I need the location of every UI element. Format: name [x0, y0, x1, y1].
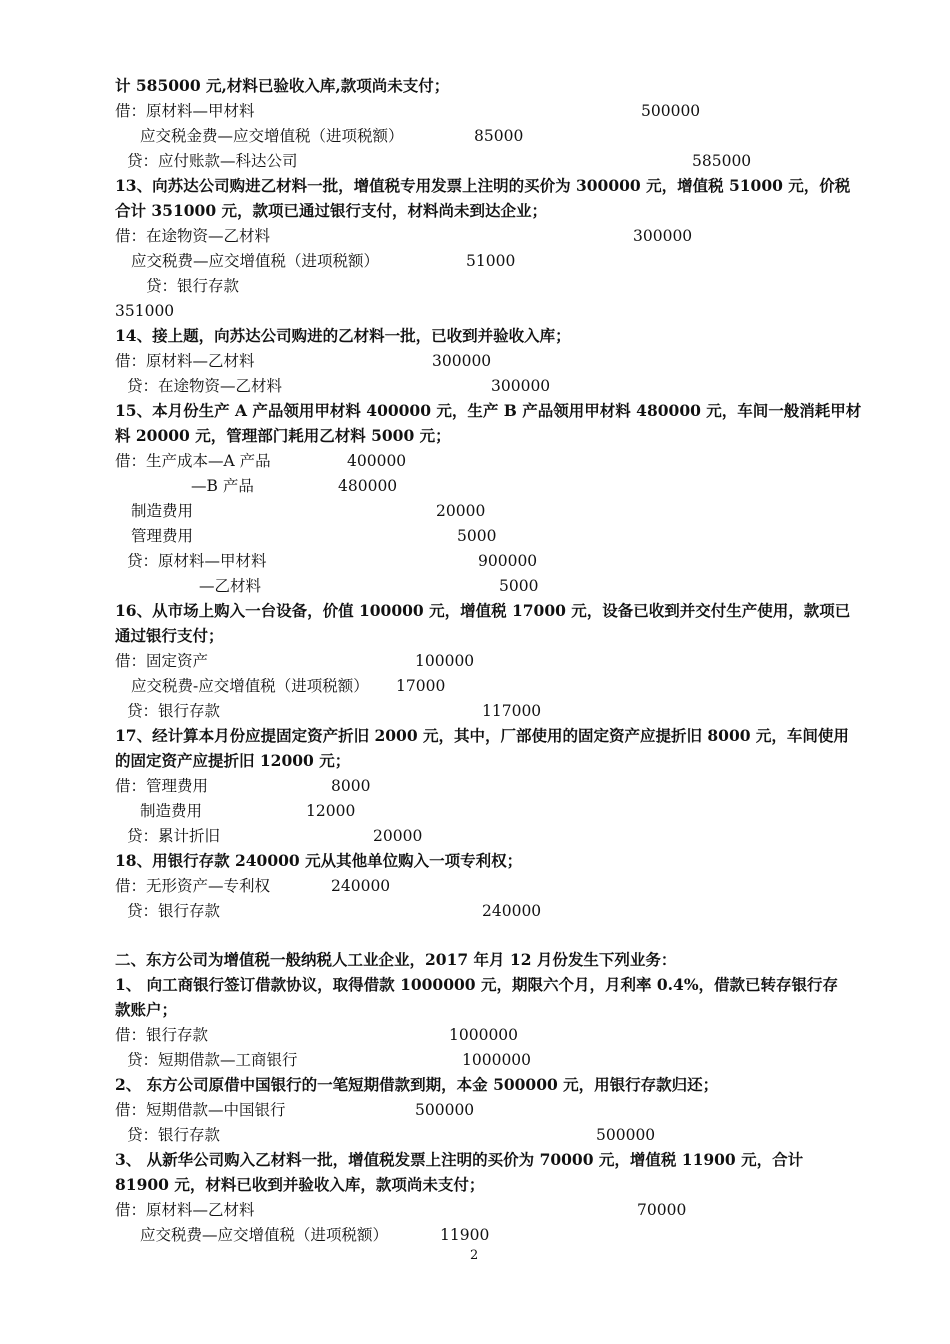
entry-amount: 300000	[491, 377, 551, 395]
entry-line: 贷：累计折旧	[127, 827, 221, 845]
entry-amount: 500000	[415, 1101, 475, 1119]
entry-line: 借：固定资产	[115, 652, 209, 670]
entry-amount: 480000	[338, 477, 398, 495]
entry-amount: 17000	[396, 677, 446, 695]
entry-line: 贷：银行存款	[127, 1126, 221, 1144]
entry-line: 借：银行存款	[115, 1026, 209, 1044]
question-text-line: 18、用银行存款 240000 元从其他单位购入一项专利权；	[115, 851, 523, 870]
question-text-line: 2、 东方公司原借中国银行的一笔短期借款到期，本金 500000 元，用银行存款归还；	[115, 1075, 719, 1094]
entry-amount: 117000	[482, 702, 542, 720]
entry-amount: 500000	[641, 102, 701, 120]
entry-line: 借：短期借款—中国银行	[115, 1101, 286, 1119]
entry-amount: 240000	[482, 902, 542, 920]
entry-line: 应交税费-应交增值税（进项税额）	[131, 677, 369, 695]
question-text-line: 16、从市场上购入一台设备，价值 100000 元，增值税 17000 元，设备已收到并交付生产使用，款项已	[115, 601, 851, 620]
entry-line: 贷：银行存款	[127, 902, 221, 920]
entry-amount: 51000	[466, 252, 516, 270]
question-text-line: 款账户；	[115, 1000, 178, 1019]
question-text-line: 1、 向工商银行签订借款协议，取得借款 1000000 元，期限六个月，月利率 0.4%，借款已转存银行存	[115, 975, 839, 994]
entry-line: 制造费用	[131, 502, 194, 520]
question-text-line: 13、向苏达公司购进乙材料一批，增值税专用发票上注明的买价为 300000 元，增值税 51000 元，价税	[115, 176, 851, 195]
entry-line: 借：在途物资—乙材料	[115, 227, 271, 245]
entry-amount: 12000	[306, 802, 356, 820]
entry-line: 应交税费—应交增值税（进项税额）	[140, 1226, 389, 1244]
question-text-line: 的固定资产应提折旧 12000 元；	[115, 751, 351, 770]
entry-line: 制造费用	[140, 802, 203, 820]
entry-amount: 1000000	[449, 1026, 519, 1044]
entry-amount: 100000	[415, 652, 475, 670]
entry-amount: 20000	[373, 827, 423, 845]
entry-line: 应交税费—应交增值税（进项税额）	[131, 252, 380, 270]
entry-amount: 500000	[596, 1126, 656, 1144]
entry-line: 贷：银行存款	[127, 702, 221, 720]
entry-amount: 5000	[499, 577, 539, 595]
entry-amount: 585000	[692, 152, 752, 170]
question-text-line: 3、 从新华公司购入乙材料一批，增值税发票上注明的买价为 70000 元，增值税 11900 元，合计	[115, 1150, 804, 1169]
entry-amount: 85000	[474, 127, 524, 145]
question-text-line: 15、本月份生产 A 产品领用甲材料 400000 元，生产 B 产品领用甲材料 480000 元，车间一般消耗甲材	[115, 401, 862, 420]
question-text-line: 17、经计算本月份应提固定资产折旧 2000 元，其中，厂部使用的固定资产应提折旧 8000 元，车间使用	[115, 726, 849, 745]
page-number: 2	[470, 1248, 479, 1263]
entry-amount: 5000	[457, 527, 497, 545]
entry-line: 借：生产成本—A 产品	[115, 452, 271, 470]
entry-line: —B 产品	[191, 477, 254, 495]
entry-amount: 400000	[347, 452, 407, 470]
entry-amount: 300000	[633, 227, 693, 245]
entry-line: 借：无形资产—专利权	[115, 877, 271, 895]
entry-amount: 1000000	[462, 1051, 532, 1069]
entry-amount: 240000	[331, 877, 391, 895]
question-text-line: 料 20000 元，管理部门耗用乙材料 5000 元；	[115, 426, 451, 445]
question-text-line: 二、东方公司为增值税一般纳税人工业企业，2017 年月 12 月份发生下列业务：	[115, 950, 677, 969]
entry-line: —乙材料	[199, 577, 262, 595]
entry-line: 贷：在途物资—乙材料	[127, 377, 283, 395]
entry-line: 贷：短期借款—工商银行	[127, 1051, 298, 1069]
entry-line: 贷：银行存款	[146, 277, 240, 295]
entry-amount: 70000	[637, 1201, 687, 1219]
question-text-line: 合计 351000 元，款项已通过银行支付，材料尚未到达企业；	[115, 201, 548, 220]
entry-line: 借：原材料—乙材料	[115, 352, 255, 370]
entry-line: 应交税金费—应交增值税（进项税额）	[140, 127, 404, 145]
question-text-line: 通过银行支付；	[115, 626, 224, 645]
question-text-line: 81900 元，材料已收到并验收入库，款项尚未支付；	[115, 1175, 485, 1194]
entry-line: 贷：应付账款—科达公司	[127, 152, 298, 170]
entry-amount: 300000	[432, 352, 492, 370]
entry-line: 贷：原材料—甲材料	[127, 552, 267, 570]
entry-line: 管理费用	[131, 527, 194, 545]
entry-line: 351000	[115, 302, 175, 320]
question-text-line: 计 585000 元,材料已验收入库,款项尚未支付；	[115, 76, 450, 95]
question-text-line: 14、接上题，向苏达公司购进的乙材料一批，已收到并验收入库；	[115, 326, 571, 345]
entry-amount: 11900	[440, 1226, 490, 1244]
entry-amount: 8000	[331, 777, 371, 795]
entry-line: 借：原材料—乙材料	[115, 1201, 255, 1219]
entry-line: 借：原材料—甲材料	[115, 102, 255, 120]
entry-line: 借：管理费用	[115, 777, 209, 795]
entry-amount: 20000	[436, 502, 486, 520]
entry-amount: 900000	[478, 552, 538, 570]
